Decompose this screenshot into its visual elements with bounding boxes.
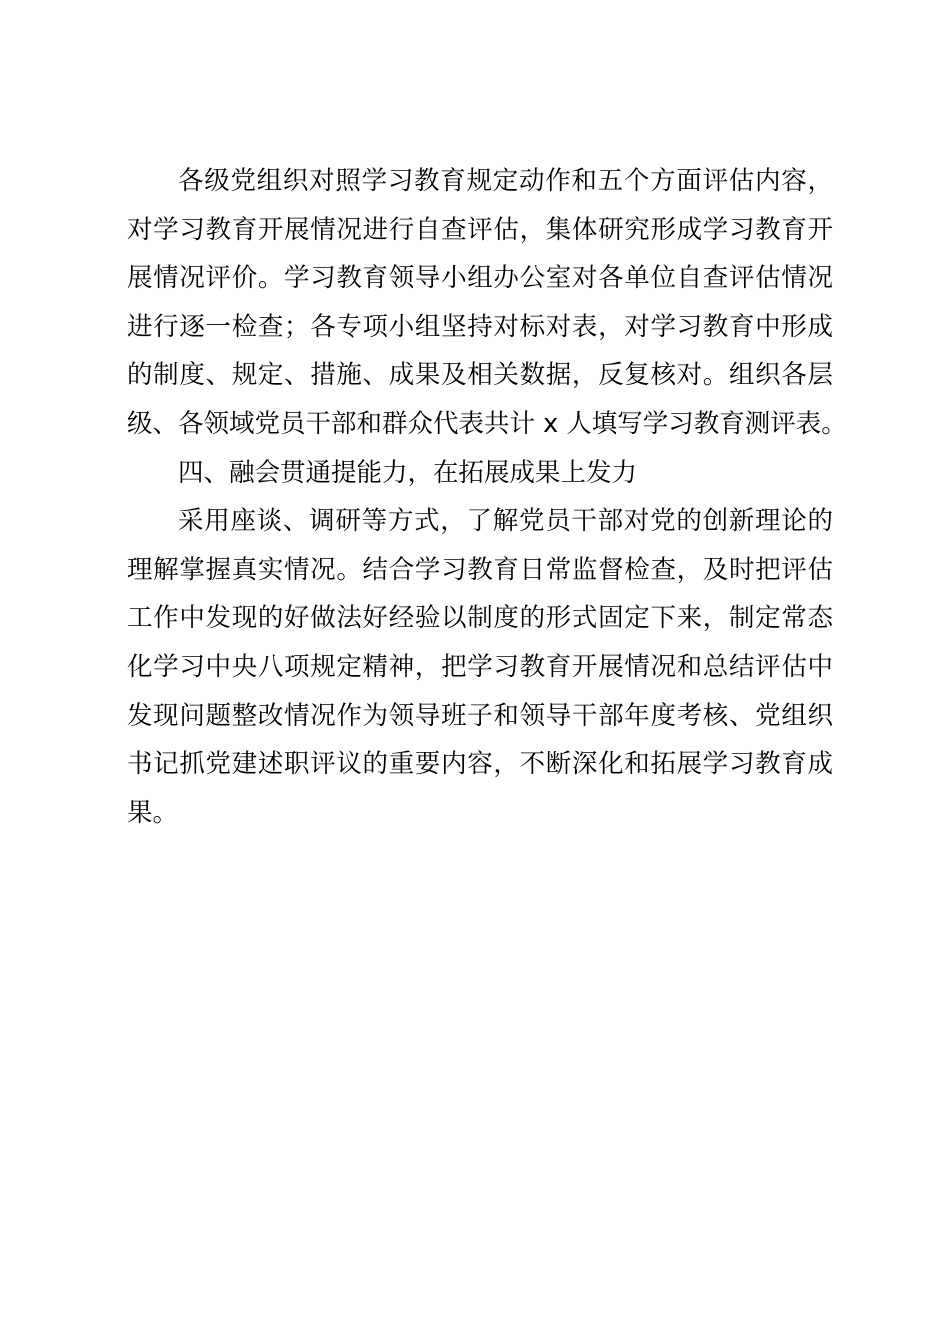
text-line: 展情况评价。学习教育领导小组办公室对各单位自查评估情况	[127, 263, 833, 294]
section-heading-text: 四、融会贯通提能力，在拓展成果上发力	[178, 457, 638, 488]
text-line: 理解掌握真实情况。结合学习教育日常监督检查，及时把评估	[127, 554, 833, 585]
text-line: 的制度、规定、措施、成果及相关数据，反复核对。组织各层	[127, 360, 833, 391]
text-line: 对学习教育开展情况进行自查评估，集体研究形成学习教育开	[127, 214, 833, 245]
text-line: 工作中发现的好做法好经验以制度的形式固定下来，制定常态	[127, 603, 833, 634]
paragraph-consolidate-results	[127, 497, 833, 837]
text-line: 书记抓党建述职评议的重要内容，不断深化和拓展学习教育成	[127, 749, 833, 780]
paragraph-self-assessment	[127, 157, 847, 449]
text-line: 进行逐一检查；各专项小组坚持对标对表，对学习教育中形成	[127, 311, 833, 342]
text-line: 发现问题整改情况作为领导班子和领导干部年度考核、党组织	[127, 700, 833, 731]
section-heading	[127, 449, 833, 498]
text-line: 化学习中央八项规定精神，把学习教育开展情况和总结评估中	[127, 651, 833, 682]
text-line: 采用座谈、调研等方式，了解党员干部对党的创新理论的	[178, 506, 833, 537]
text-line: 果。	[127, 797, 179, 828]
text-line: 级、各领域党员干部和群众代表共计 x 人填写学习教育测评表。	[127, 408, 847, 439]
text-line: 各级党组织对照学习教育规定动作和五个方面评估内容，	[178, 166, 833, 196]
document-body	[127, 157, 847, 837]
